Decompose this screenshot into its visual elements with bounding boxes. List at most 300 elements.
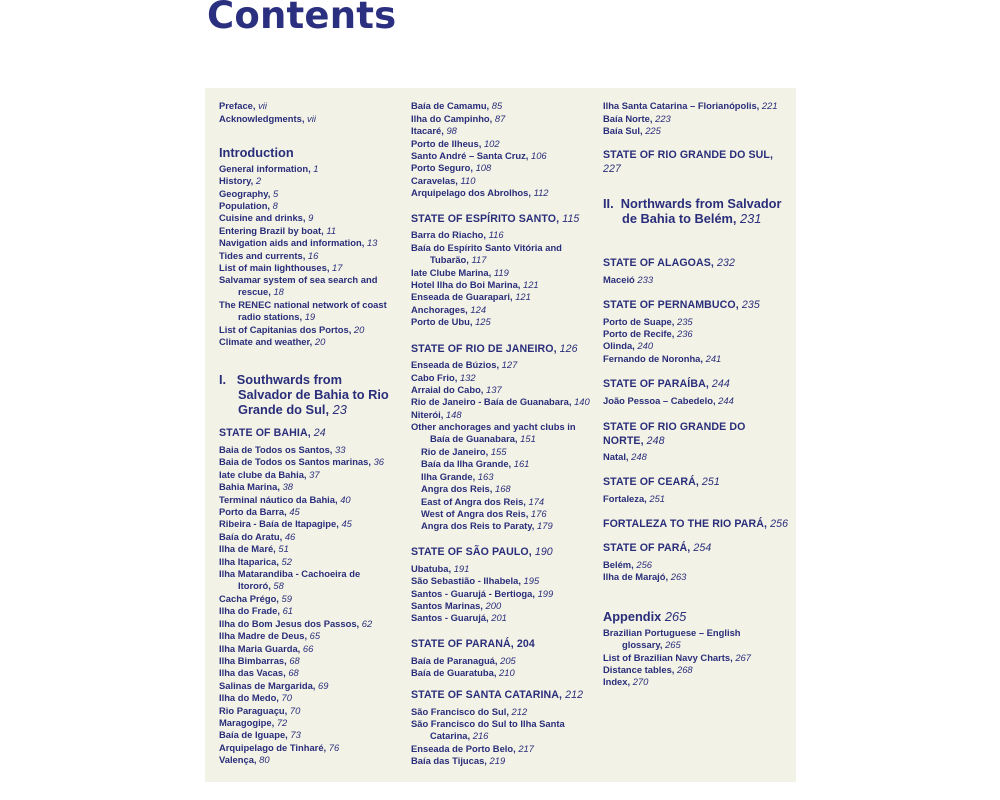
page-number: 265	[665, 639, 681, 651]
toc-entry	[603, 328, 783, 340]
toc-entry	[411, 520, 591, 532]
entry-title: Baía da Ilha Grande,	[421, 458, 514, 469]
entry-title: Anchorages,	[411, 304, 471, 315]
entry-title: Index,	[603, 676, 633, 687]
toc-entry	[219, 506, 391, 518]
page-number: 45	[289, 506, 300, 517]
page-number: 195	[523, 575, 540, 586]
entry-title: STATE OF SÃO PAULO,	[411, 546, 535, 558]
entry-title: East of Angra dos Reis,	[421, 496, 529, 507]
toc-entry	[219, 481, 391, 493]
page-number: 98	[446, 125, 457, 136]
toc-entry	[411, 600, 591, 612]
toc-entry	[219, 705, 391, 717]
toc-entry	[219, 212, 391, 224]
entry-title: Ilha de Maré,	[219, 543, 279, 554]
page-number: 267	[735, 652, 751, 663]
entry-title: Ilha Itaparica,	[219, 556, 282, 567]
entry-title: STATE OF PERNAMBUCO,	[603, 299, 742, 311]
entry-title: Porto de Ilheus,	[411, 138, 484, 149]
page-number: 233	[637, 274, 654, 285]
toc-entry	[219, 655, 391, 667]
page-number: 24	[313, 427, 326, 439]
entry-title: Baía do Aratu,	[219, 531, 285, 542]
toc-entry	[411, 718, 591, 743]
toc-entry	[219, 518, 391, 530]
entry-title: STATE OF PARÁ,	[603, 542, 694, 554]
page-number: 110	[460, 175, 476, 186]
entry-title: Santos - Guarujá,	[411, 612, 492, 623]
entry-title: Baía das Tijucas,	[411, 755, 490, 766]
toc-entry	[603, 676, 783, 688]
page-number: 2	[255, 175, 262, 186]
toc-entry	[603, 353, 783, 365]
page-number: 45	[341, 518, 352, 529]
page-number: 70	[281, 692, 292, 703]
entry-title: STATE OF PARAÍBA,	[603, 378, 712, 390]
page-number: 11	[326, 225, 337, 236]
entry-title: Arraial do Cabo,	[411, 384, 487, 395]
entry-title: STATE OF SANTA CATARINA,	[411, 689, 566, 701]
page-number: 216	[472, 730, 489, 742]
toc-entry	[219, 444, 391, 456]
page-number: 190	[534, 546, 553, 558]
entry-title: Itacaré,	[411, 125, 447, 136]
entry-title: Distance tables,	[603, 664, 677, 675]
page-number: 38	[282, 481, 293, 492]
entry-title: List of Brazilian Navy Charts,	[603, 652, 736, 663]
page-number: 115	[562, 213, 580, 225]
page-number: 23	[332, 402, 347, 417]
toc-entry	[411, 409, 591, 421]
entry-title: Other anchorages and yacht clubs in Baía de Guanabara,	[411, 421, 576, 445]
toc-entry	[411, 496, 591, 508]
page-number: 36	[373, 456, 384, 467]
toc-entry	[411, 446, 591, 458]
entry-title: Porto de Suape,	[603, 316, 677, 327]
entry-title: Santo André – Santa Cruz,	[411, 150, 531, 161]
entry-title: General information,	[219, 163, 314, 174]
entry-title: FORTALEZA TO THE RIO PARÁ,	[603, 518, 771, 530]
entry-title: STATE OF RIO DE JANEIRO,	[411, 343, 560, 355]
section-heading	[411, 343, 591, 355]
section-heading	[603, 299, 783, 311]
page-number: 151	[520, 433, 536, 445]
entry-title: Baía Norte,	[603, 113, 656, 124]
entry-title: STATE OF CEARÁ,	[603, 476, 702, 488]
entry-title: Acknowledgments,	[219, 113, 308, 124]
page-number: 270	[632, 676, 649, 687]
page-number: 66	[302, 643, 314, 654]
toc-entry	[411, 667, 591, 679]
entry-title: Fortaleza,	[603, 493, 650, 504]
toc-entry	[411, 743, 591, 755]
page-number: 87	[494, 113, 506, 124]
entry-title: Geography,	[219, 188, 274, 199]
page-number: 124	[470, 304, 487, 315]
toc-entry	[219, 188, 391, 200]
entry-title: Arquipelago de Tinharé,	[219, 742, 329, 753]
page-number: 69	[318, 680, 329, 691]
entry-title: Ilha do Bom Jesus dos Passos,	[219, 618, 362, 629]
toc-entry	[603, 627, 783, 652]
page-number: 80	[259, 754, 270, 765]
page-number: 58	[273, 580, 284, 592]
page-number: 9	[308, 212, 314, 223]
section-heading	[411, 546, 591, 558]
entry-title: Iate clube da Bahia,	[219, 469, 310, 480]
toc-entry	[219, 754, 391, 766]
page-number: 256	[770, 518, 789, 530]
entry-title: Rio de Janeiro,	[421, 446, 491, 457]
page-number: 76	[328, 742, 340, 753]
section-heading	[411, 689, 591, 701]
entry-title: João Pessoa – Cabedelo,	[603, 395, 719, 406]
page-number: 163	[477, 471, 494, 482]
toc-entry	[219, 729, 391, 741]
toc-entry	[411, 187, 591, 199]
page-number: 68	[288, 667, 299, 678]
toc-entry	[603, 125, 783, 137]
entry-title: Olinda,	[603, 340, 638, 351]
entry-title: São Sebastião - Ilhabela,	[411, 575, 524, 586]
page-number: 52	[281, 556, 292, 567]
entry-title: Baía de Guaratuba,	[411, 667, 500, 678]
toc-entry	[411, 242, 591, 267]
page-number: 248	[646, 435, 665, 447]
toc-entry	[219, 200, 391, 212]
page-number: 112	[533, 187, 549, 198]
toc-entry	[219, 225, 391, 237]
toc-entry	[411, 396, 591, 408]
entry-title: Barra do Riacho,	[411, 229, 489, 240]
toc-entry	[411, 162, 591, 174]
page-number: 37	[309, 469, 320, 480]
page-number: 16	[307, 250, 319, 261]
entry-title: Baia de Todos os Santos,	[219, 444, 335, 455]
page-number: vii	[258, 100, 267, 111]
toc-entry	[219, 742, 391, 754]
entry-title: Ilha Bimbarras,	[219, 655, 290, 666]
entry-title: Maragogipe,	[219, 717, 277, 728]
page-number: 265	[664, 609, 687, 624]
page-number: 61	[282, 605, 293, 616]
toc-entry	[411, 125, 591, 137]
chapter-heading	[603, 609, 783, 624]
entry-title: STATE OF RIO GRANDE DO NORTE,	[603, 421, 746, 447]
entry-title: Salvamar system of sea search and rescue,	[219, 274, 378, 298]
page-number: 248	[631, 451, 647, 462]
page-number: 19	[304, 311, 316, 323]
entry-title: Baia de Todos os Santos marinas,	[219, 456, 374, 467]
page-number: 217	[518, 743, 534, 754]
part-heading	[603, 196, 783, 226]
entry-title: Ilha das Vacas,	[219, 667, 289, 678]
toc-entry	[219, 556, 391, 568]
entry-title: Cacha Prégo,	[219, 593, 282, 604]
entry-title: Ribeira - Baía de Itapagipe,	[219, 518, 342, 529]
entry-title: II. Northwards from Salvador de Bahia to Belém,	[603, 196, 782, 226]
page-number: 241	[705, 353, 722, 364]
toc-entry	[603, 571, 783, 583]
page-number: 102	[483, 138, 500, 149]
entry-title: Navigation aids and information,	[219, 237, 367, 248]
entry-title: Tides and currents,	[219, 250, 308, 261]
entry-title: Enseada de Búzios,	[411, 359, 502, 370]
page-number: 1	[313, 163, 319, 174]
toc-entry	[219, 568, 391, 593]
page-number: 73	[290, 729, 301, 740]
toc-entry	[411, 706, 591, 718]
page-number: 221	[761, 100, 778, 111]
entry-title: Ilha do Medo,	[219, 692, 282, 703]
entry-title: Belém,	[603, 559, 637, 570]
entry-title: Cabo Frio,	[411, 372, 460, 383]
toc-entry	[219, 680, 391, 692]
toc-entry	[603, 274, 783, 286]
toc-entry	[411, 316, 591, 328]
page-number: 8	[272, 200, 278, 211]
entry-title: Ilha do Frade,	[219, 605, 283, 616]
toc-entry	[603, 664, 783, 676]
page-number: 85	[491, 100, 503, 111]
toc-entry	[219, 324, 391, 336]
page-number: 256	[636, 559, 653, 570]
entry-title: Enseada de Guarapari,	[411, 291, 516, 302]
section-heading	[603, 148, 783, 176]
page-number: 201	[491, 612, 507, 623]
toc-entry	[411, 138, 591, 150]
toc-entry	[411, 384, 591, 396]
page-number: 244	[711, 378, 730, 390]
page-number: 191	[453, 563, 470, 574]
toc-entry	[219, 543, 391, 555]
page-number: 223	[655, 113, 671, 124]
entry-title: Rio de Janeiro - Baía de Guanabara,	[411, 396, 575, 407]
page-number: 126	[559, 343, 578, 355]
page-number: 200	[485, 600, 502, 611]
toc-entry	[411, 563, 591, 575]
page-number: 161	[513, 458, 530, 469]
entry-title: Appendix	[603, 609, 665, 624]
page-number: 18	[273, 286, 284, 298]
entry-title: I. Southwards from Salvador de Bahia to Rio Grande do Sul,	[219, 372, 389, 417]
page-number: 168	[494, 483, 511, 494]
section-heading	[411, 213, 591, 225]
toc-entry	[411, 471, 591, 483]
toc-entry	[411, 612, 591, 624]
toc-entry	[411, 372, 591, 384]
entry-title: Population,	[219, 200, 273, 211]
section-heading	[411, 638, 591, 650]
entry-title: List of main lighthouses,	[219, 262, 333, 273]
toc-entry	[411, 304, 591, 316]
page-number: 33	[335, 444, 346, 455]
toc-entry	[219, 692, 391, 704]
toc-entry	[219, 667, 391, 679]
page-title: Contents	[207, 0, 397, 37]
page-number: 132	[459, 372, 476, 383]
toc-entry	[411, 267, 591, 279]
entry-title: STATE OF PARANÁ, 204	[411, 638, 535, 650]
toc-entry	[219, 250, 391, 262]
page-number: 116	[488, 229, 504, 240]
page-number: 137	[486, 384, 502, 395]
toc-entry	[411, 279, 591, 291]
entry-title: History,	[219, 175, 256, 186]
page-number: 140	[574, 396, 590, 407]
page-number: 59	[281, 593, 292, 604]
toc-entry	[411, 113, 591, 125]
entry-title: Santos Marinas,	[411, 600, 486, 611]
toc-entry	[219, 274, 391, 299]
section-heading	[603, 476, 783, 488]
toc-entry	[603, 652, 783, 664]
entry-title: Ilha de Marajó,	[603, 571, 671, 582]
page-number: 155	[490, 446, 507, 457]
entry-title: Porto Seguro,	[411, 162, 476, 173]
entry-title: Ilha Madre de Deus,	[219, 630, 310, 641]
toc-entry	[411, 100, 591, 112]
toc-entry	[411, 175, 591, 187]
entry-title: Enseada de Porto Belo,	[411, 743, 519, 754]
entry-title: Arquipelago dos Abrolhos,	[411, 187, 534, 198]
page-number: 148	[445, 409, 462, 420]
page-number: 235	[741, 299, 760, 311]
entry-title: Baía do Espírito Santo Vitória and Tubarão,	[411, 242, 562, 266]
page-number: 212	[565, 689, 584, 701]
page-number: 72	[276, 717, 288, 728]
toc-entry	[603, 395, 783, 407]
toc-entry	[219, 630, 391, 642]
entry-title: List of Capitanias dos Portos,	[219, 324, 354, 335]
entry-title: STATE OF BAHIA,	[219, 427, 314, 439]
page-number: 244	[718, 395, 734, 406]
page-number: 254	[693, 542, 712, 554]
page-number: 212	[511, 706, 528, 717]
entry-title: Angra dos Reis to Paraty,	[421, 520, 538, 531]
toc-entry	[411, 588, 591, 600]
section-heading	[219, 427, 391, 439]
entry-title: São Francisco do Sul to Ilha Santa Catarina,	[411, 718, 565, 742]
entry-title: STATE OF ALAGOAS,	[603, 257, 718, 269]
page-number: 263	[670, 571, 687, 582]
entry-title: Niterói,	[411, 409, 446, 420]
page-number: 225	[645, 125, 661, 136]
page-number: 17	[332, 262, 343, 273]
entry-title: West of Angra dos Reis,	[421, 508, 531, 519]
page-number: 20	[353, 324, 365, 335]
toc-entry	[219, 717, 391, 729]
toc-entry	[603, 100, 783, 112]
toc-entry	[603, 559, 783, 571]
page-number: 121	[515, 291, 531, 302]
toc-entry	[411, 359, 591, 371]
toc-entry	[219, 336, 391, 348]
entry-title: Porto de Ubu,	[411, 316, 476, 327]
page-number: 106	[530, 150, 547, 161]
page-number: 240	[637, 340, 654, 351]
entry-title: Valença,	[219, 754, 260, 765]
page-number: 127	[501, 359, 518, 370]
toc-entry	[603, 340, 783, 352]
page-number: vii	[307, 113, 316, 124]
toc-entry	[219, 494, 391, 506]
page-number: 70	[289, 705, 301, 716]
page-number: 236	[676, 328, 693, 339]
toc-entry	[219, 175, 391, 187]
entry-title: Porto de Recife,	[603, 328, 677, 339]
entry-title: São Francisco do Sul,	[411, 706, 512, 717]
page-number: 231	[740, 211, 762, 226]
entry-title: Ilha Maria Guarda,	[219, 643, 303, 654]
page-number: 51	[278, 543, 289, 554]
entry-title: Baía de Camamu,	[411, 100, 492, 111]
page-number: 174	[528, 496, 545, 507]
page-number: 251	[701, 476, 720, 488]
toc-entry	[411, 291, 591, 303]
page-number: 199	[537, 588, 554, 599]
section-heading	[603, 420, 783, 448]
page-number: 210	[499, 667, 515, 678]
page-number: 20	[314, 336, 326, 347]
entry-title: Angra dos Reis,	[421, 483, 495, 494]
toc-entry	[219, 262, 391, 274]
entry-title: Iate Clube Marina,	[411, 267, 494, 278]
toc-entry	[219, 113, 391, 125]
entry-title: Baía de Iguape,	[219, 729, 291, 740]
section-heading	[603, 257, 783, 269]
page-number: 179	[537, 520, 553, 531]
page-number: 13	[366, 237, 378, 248]
toc-entry	[411, 755, 591, 767]
toc-entry	[219, 643, 391, 655]
toc-entry	[411, 575, 591, 587]
toc-entry	[603, 113, 783, 125]
toc-entry	[411, 229, 591, 241]
page-number: 46	[284, 531, 296, 542]
part-heading	[219, 372, 391, 417]
entry-title: Caravelas,	[411, 175, 461, 186]
page-number: 205	[500, 655, 516, 666]
entry-title: Baía Sul,	[603, 125, 646, 136]
page-number: 125	[475, 316, 491, 327]
entry-title: Ilha Santa Catarina – Florianópolis,	[603, 100, 762, 111]
page-number: 176	[530, 508, 547, 519]
page-number: 5	[273, 188, 279, 199]
toc-entry	[411, 655, 591, 667]
entry-title: Porto da Barra,	[219, 506, 290, 517]
toc-entry	[219, 237, 391, 249]
toc-entry	[219, 299, 391, 324]
toc-entry	[219, 456, 391, 468]
page-number: 119	[493, 267, 509, 278]
page-number: 117	[471, 254, 487, 266]
entry-title: Baía de Paranaguá,	[411, 655, 501, 666]
entry-title: Cuisine and drinks,	[219, 212, 309, 223]
toc-entry	[411, 508, 591, 520]
chapter-heading	[219, 145, 391, 160]
toc-entry	[603, 451, 783, 463]
page-number: 219	[489, 755, 506, 766]
page-number: 121	[523, 279, 539, 290]
toc-entry	[603, 493, 783, 505]
toc-entry	[219, 618, 391, 630]
entry-title: Brazilian Portuguese – English glossary,	[603, 627, 741, 651]
toc-entry	[603, 316, 783, 328]
entry-title: Introduction	[219, 145, 294, 160]
entry-title: Santos - Guarujá - Bertioga,	[411, 588, 538, 599]
